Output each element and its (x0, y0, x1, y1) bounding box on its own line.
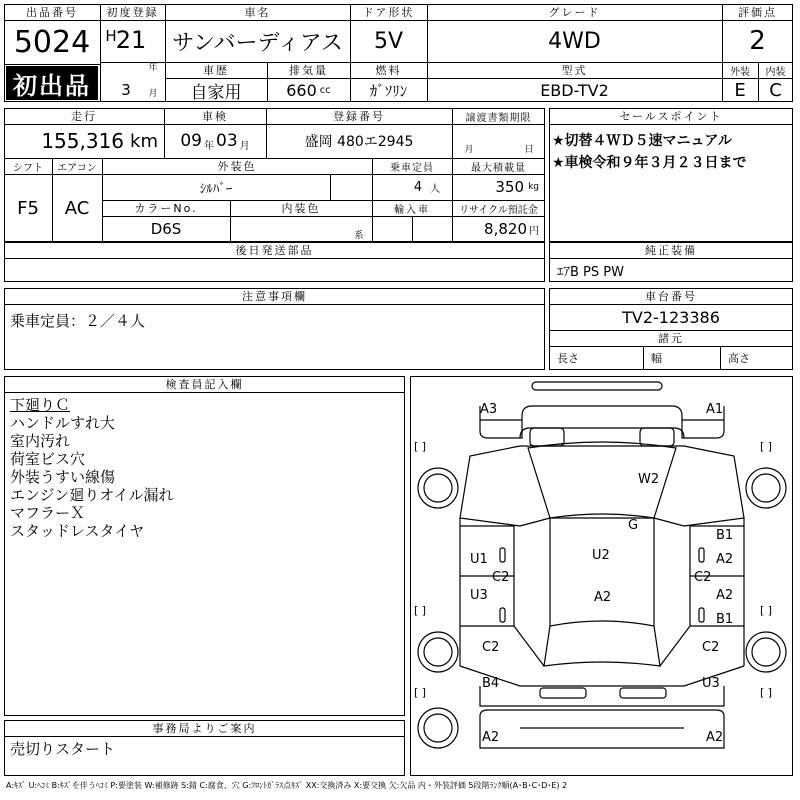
grade-label: グレード (548, 6, 601, 19)
max-load-value: 350 (495, 178, 525, 196)
import-label: 輸入車 (394, 204, 430, 216)
inspector-note: 外装うすい線傷 (10, 468, 116, 486)
mark-u2: U2 (592, 548, 610, 563)
later-parts-label: 後日発送部品 (235, 244, 314, 257)
mileage-label: 走行 (71, 110, 97, 123)
era: H (105, 27, 117, 45)
mark-a3: A3 (480, 402, 498, 417)
bracket-mark: [ ] (760, 604, 773, 617)
inspection-label: 車検 (202, 110, 228, 123)
car-name: サンバーディアス (172, 30, 343, 56)
recycle-fee (452, 216, 545, 242)
genuine-equipment: ｴｱB PS PW (557, 264, 624, 280)
interior-rank: C (769, 79, 782, 101)
inspector-note: マフラーＸ (10, 504, 86, 522)
chassis-label: 車台番号 (645, 290, 697, 303)
lot-no-label: 出品番号 (26, 6, 78, 19)
sales-points-block (549, 108, 793, 242)
interior-color-label: 内装色 (281, 202, 321, 215)
transfer-month-unit: 月 (464, 144, 474, 154)
mark-u3: U3 (470, 588, 488, 603)
plate-number: 盛岡 480エ2945 (304, 134, 414, 150)
month-unit: 月 (148, 88, 158, 98)
score: 2 (749, 26, 766, 56)
inspector-note: ハンドルすれ大 (10, 414, 116, 432)
bracket-mark: [ ] (760, 686, 773, 699)
body-color: ｼﾙﾊﾞｰ (199, 181, 233, 197)
displacement-value: 660 (286, 80, 317, 100)
interior-label: 内装 (765, 66, 786, 78)
exterior-label: 外装 (730, 66, 750, 78)
year-unit: 年 (148, 62, 158, 72)
bracket-mark: [ ] (414, 686, 427, 699)
car-name-label: 車名 (244, 6, 271, 19)
interior-color-unit: 系 (354, 230, 364, 240)
sales-point-2: ★車検令和９年３月２３日まで (552, 155, 747, 171)
sales-points-label: セールスポイント (619, 110, 723, 123)
first-sale-badge: 初出品 (6, 66, 98, 100)
office-text: 売切りスタート (10, 740, 116, 758)
recycle-label: リサイクル預託金 (459, 204, 538, 216)
first-reg-month: 3 (121, 81, 131, 99)
plate-label: 登録番号 (333, 110, 385, 123)
mark-c2-left: C2 (492, 570, 510, 585)
mark-a2-bottom-right: A2 (706, 730, 724, 745)
capacity-label: 乗車定員 (390, 162, 434, 174)
mark-u1: U1 (470, 552, 488, 567)
mark-b4: B4 (482, 676, 500, 691)
first-reg-label: 初度登録 (106, 6, 159, 19)
door-label: ドア形状 (362, 6, 415, 19)
exterior-rank: E (734, 79, 746, 101)
color-no-label: カラーNo. (134, 202, 198, 215)
mileage-value: 155,316 (41, 129, 125, 153)
width-label: 幅 (651, 352, 662, 365)
inspection-month: 03 (216, 131, 238, 151)
inspector-note: 下廻りＣ (10, 396, 71, 414)
fuel-label: 燃料 (375, 64, 402, 77)
ac: AC (64, 197, 90, 219)
car-diagram (410, 376, 793, 776)
lot-no: 5024 (13, 24, 91, 60)
shift: F5 (17, 197, 39, 219)
color-no: D6S (150, 220, 182, 238)
mark-a2-right-2: A2 (716, 588, 734, 603)
transfer-doc-label: 譲渡書類期限 (465, 112, 532, 124)
door-type: 5V (373, 28, 404, 54)
mark-a2-center: A2 (594, 590, 612, 605)
mark-w2: W2 (638, 472, 660, 487)
caution-text: 乗車定員：２／４人 (10, 312, 146, 330)
mark-a2-bottom-left: A2 (482, 730, 500, 745)
recycle-fee-unit: 円 (529, 225, 539, 237)
history: 自家用 (190, 82, 242, 102)
mark-c2-right: C2 (694, 570, 712, 585)
mark-u3-right: U3 (702, 676, 720, 691)
model: EBD-TV2 (540, 80, 609, 100)
mark-c2-bottom-right: C2 (702, 640, 720, 655)
capacity-unit: 人 (430, 183, 441, 195)
height-label: 高さ (728, 352, 750, 365)
length-label: 長さ (557, 352, 579, 365)
bracket-mark: [ ] (414, 440, 427, 453)
mark-g: G (628, 518, 639, 533)
score-label: 評価点 (738, 6, 777, 19)
max-load (452, 174, 545, 200)
inspection-year: 09 (180, 131, 202, 151)
bracket-mark: [ ] (760, 440, 773, 453)
mark-a2-right-1: A2 (716, 552, 734, 567)
capacity-value: 4 (413, 179, 423, 195)
grade: 4WD (548, 28, 601, 54)
mark-b1-bottom: B1 (716, 612, 734, 627)
legend: A:ｷｽﾞ U:ﾍｺﾐ B:ｷｽﾞを伴うﾍｺﾐ P:要塗装 W:補修跡 S:錆 C:腐食、穴 G:ﾌﾛﾝﾄｶﾞﾗｽ点ｷｽﾞ XX:交換済み X:要交換 欠:欠品 内・外装評価 5段階ﾗﾝｸ順(A･B･C･D･E) 2 (6, 781, 568, 790)
max-load-unit: kg (528, 182, 539, 192)
inspection-year-unit: 年 (204, 140, 214, 152)
specs-label: 諸元 (658, 332, 684, 345)
max-load-label: 最大積載量 (471, 162, 526, 174)
transfer-day-unit: 日 (524, 144, 534, 154)
bracket-mark: [ ] (414, 604, 427, 617)
fuel: ｶﾞｿﾘﾝ (369, 81, 408, 100)
ac-label: エアコン (57, 162, 97, 174)
color-label: 外装色 (217, 160, 257, 173)
displacement-unit: cc (319, 84, 331, 96)
capacity (372, 174, 452, 200)
sales-point-1: ★切替４ＷＤ５速マニュアル (552, 133, 732, 149)
displacement-label: 排気量 (289, 64, 328, 77)
inspector-note: 荷室ビス穴 (10, 450, 86, 468)
first-reg-year: 21 (115, 26, 147, 54)
displacement (267, 78, 350, 102)
inspector-label: 検査員記入欄 (165, 378, 244, 391)
shift-label: シフト (13, 162, 43, 174)
inspector-note: 室内汚れ (10, 432, 71, 450)
history-label: 車歴 (203, 64, 229, 77)
office-label: 事務局よりご案内 (152, 722, 257, 735)
inspection-month-unit: 月 (239, 140, 250, 152)
inspector-note: エンジン廻りオイル漏れ (10, 486, 174, 504)
recycle-fee-value: 8,820 (484, 220, 527, 238)
caution-label: 注意事項欄 (242, 290, 307, 303)
inspector-note: スタッドレスタイヤ (10, 522, 145, 540)
mileage (4, 124, 164, 158)
mileage-unit: km (130, 130, 158, 152)
model-label: 型式 (561, 64, 588, 77)
mark-c2-bottom-left: C2 (482, 640, 500, 655)
chassis-number: TV2-123386 (622, 307, 720, 327)
inspection-date (164, 124, 266, 158)
mark-b1-top: B1 (716, 528, 734, 543)
inspector-notes (10, 396, 174, 540)
mark-a1: A1 (706, 402, 724, 417)
genuine-equipment-label: 純正装備 (645, 244, 697, 257)
